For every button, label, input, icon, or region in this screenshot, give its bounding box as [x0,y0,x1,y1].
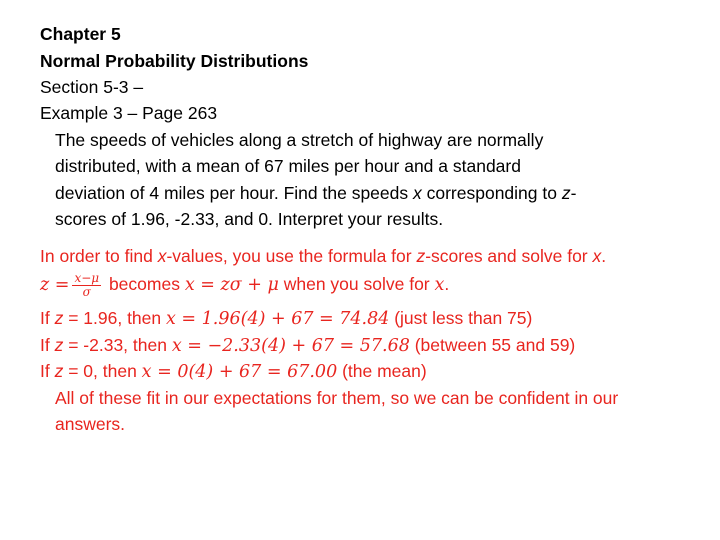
variable-z: z [416,246,426,266]
fraction-numerator: x−μ [74,271,100,285]
variable-z: z [54,335,64,355]
case-note: (the mean) [337,361,427,381]
formula-lhs: z = [40,275,70,296]
variable-x: x [592,246,602,266]
variable-x: x [413,183,422,203]
conclusion-line-2: answers. [55,414,126,434]
fraction-denominator: σ [82,285,91,299]
problem-text: corresponding to [421,183,562,203]
case-equation: x = 0(4) + 67 = 67.00 [141,362,338,382]
variable-z: z [54,308,64,328]
solution-text: when you solve for [283,274,430,295]
solution-text: In order to find [40,246,158,266]
problem-line-3 [55,182,576,204]
case-note: (between 55 and 59) [409,335,576,355]
variable-z: z [54,361,64,381]
case-3 [40,360,427,383]
problem-text: - [570,183,577,203]
conclusion-line-1: All of these fit in our expectations for them, so we can be confident in our [55,388,619,408]
solution-intro [40,245,606,267]
solution-text: If [40,361,55,381]
solution-text: = 1.96, then [63,308,166,328]
problem-line-1: The speeds of vehicles along a stretch of highway are normally [55,130,544,150]
solution-text: = 0, then [63,361,142,381]
problem-line-4: scores of 1.96, -2.33, and 0. Interpret your results. [55,209,444,229]
chapter-title: Normal Probability Distributions [40,51,309,71]
solution-text: . [601,246,607,266]
case-equation: x = 1.96(4) + 67 = 74.84 [166,309,390,329]
case-2 [40,334,575,357]
solution-text: becomes [108,274,180,295]
variable-x: x [157,246,167,266]
case-note: (just less than 75) [389,308,533,328]
chapter-heading: Chapter 5 [40,24,121,44]
z-fraction [72,272,101,299]
solution-text: = -2.33, then [63,335,172,355]
variable-z: z [561,183,571,203]
solution-text: -values, you use the formula for [166,246,417,266]
problem-line-2: distributed, with a mean of 67 miles per hour and a standard [55,156,521,176]
variable-x: x [434,275,445,296]
solution-text: If [40,308,55,328]
solution-text: -scores and solve for [425,246,593,266]
solution-text: If [40,335,55,355]
solution-text: . [444,274,450,295]
case-equation: x = −2.33(4) + 67 = 57.68 [171,336,410,356]
case-1 [40,307,532,330]
problem-text: deviation of 4 miles per hour. Find the speeds [55,183,413,203]
section-label: Section 5-3 – [40,77,144,97]
example-label: Example 3 – Page 263 [40,103,218,123]
formula-line [40,272,449,299]
formula-rhs: x = zσ + μ [184,275,279,296]
